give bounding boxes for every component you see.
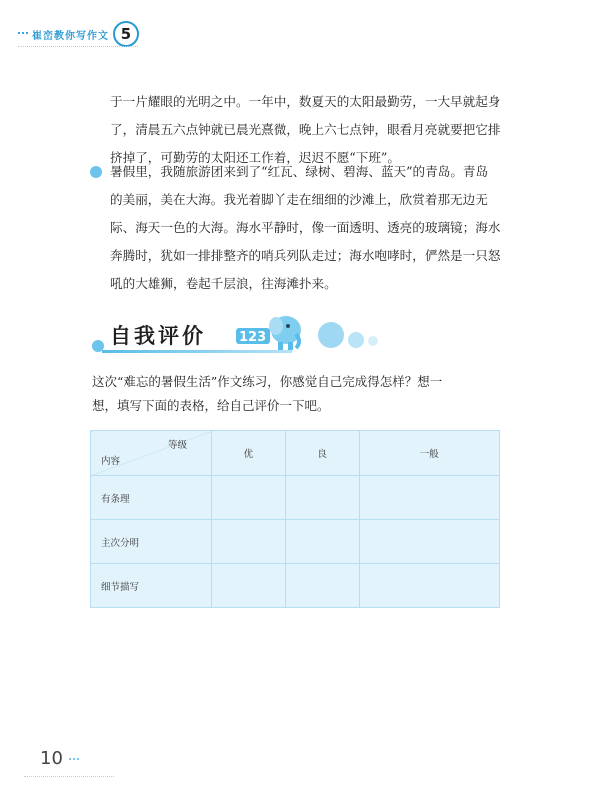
text-line: 奔腾时，犹如一排排整齐的哨兵列队走过；海水咆哮时，俨然是一只怒 bbox=[110, 248, 501, 263]
rating-cell[interactable] bbox=[359, 476, 499, 520]
footer-rule bbox=[24, 776, 114, 777]
badge-text: 123 bbox=[239, 330, 267, 345]
bullet-dot-icon bbox=[90, 166, 102, 178]
column-header-average: 一般 bbox=[359, 431, 499, 476]
text-line: 了，清晨五六点钟就已晨光熹微，晚上六七点钟，眼看月亮就要把它排 bbox=[110, 122, 501, 137]
series-title: 崔峦教你写作文 bbox=[32, 30, 109, 42]
table-row bbox=[91, 564, 500, 608]
header-rule bbox=[18, 46, 138, 47]
table-row bbox=[91, 476, 500, 520]
elephant-mascot-icon bbox=[236, 312, 304, 352]
bubble-icon bbox=[318, 322, 344, 348]
paragraph-2 bbox=[110, 158, 510, 298]
page-number-text: 10 bbox=[40, 748, 63, 769]
corner-label-grade: 等级 bbox=[167, 440, 187, 451]
column-header-good: 良 bbox=[285, 431, 359, 476]
evaluation-instructions bbox=[92, 370, 512, 418]
column-header-excellent: 优 bbox=[212, 431, 286, 476]
corner-label-content: 内容 bbox=[101, 456, 121, 467]
text-line: 暑假里，我随旅游团来到了“红瓦、绿树、碧海、蓝天”的青岛。青岛 bbox=[110, 164, 489, 179]
bubble-icon bbox=[368, 336, 378, 346]
text-line: 于一片耀眼的光明之中。一年中，数夏天的太阳最勤劳，一大早就起身 bbox=[110, 94, 501, 109]
rating-cell[interactable] bbox=[359, 520, 499, 564]
text-line: 挤掉了，可勤劳的太阳还工作着，迟迟不愿“下班”。 bbox=[110, 150, 400, 165]
self-evaluation-table bbox=[90, 430, 500, 608]
text-line: 这次“难忘的暑假生活”作文练习，你感觉自己完成得怎样？想一 bbox=[92, 374, 443, 389]
running-header bbox=[18, 22, 139, 46]
table-corner-cell bbox=[91, 431, 212, 476]
page-number bbox=[40, 748, 79, 769]
text-line: 想，填写下面的表格，给自己评价一下吧。 bbox=[92, 398, 330, 413]
table-row bbox=[91, 520, 500, 564]
rating-cell[interactable] bbox=[285, 520, 359, 564]
page-number-dots bbox=[69, 758, 79, 760]
rating-cell[interactable] bbox=[285, 564, 359, 608]
text-line: 吼的大雄狮，卷起千层浪，往海滩扑来。 bbox=[110, 276, 337, 291]
rating-cell[interactable] bbox=[212, 564, 286, 608]
row-header-priorities: 主次分明 bbox=[91, 520, 212, 564]
rating-cell[interactable] bbox=[285, 476, 359, 520]
header-dots bbox=[18, 32, 28, 36]
text-line: 际、海天一色的大海。海水平静时，像一面透明、透亮的玻璃镜；海水 bbox=[110, 220, 501, 235]
rating-cell[interactable] bbox=[212, 476, 286, 520]
rating-cell[interactable] bbox=[212, 520, 286, 564]
volume-number: 5 bbox=[113, 21, 139, 47]
row-header-organized: 有条理 bbox=[91, 476, 212, 520]
row-header-details: 细节描写 bbox=[91, 564, 212, 608]
decorative-bubbles bbox=[318, 322, 388, 356]
bubble-icon bbox=[348, 332, 364, 348]
section-title: 自我评价 bbox=[110, 324, 206, 348]
section-heading bbox=[88, 312, 298, 356]
text-line: 的美丽，美在大海。我光着脚丫走在细细的沙滩上，欣赏着那无边无 bbox=[110, 192, 488, 207]
table-header-row bbox=[91, 431, 500, 476]
rating-cell[interactable] bbox=[359, 564, 499, 608]
